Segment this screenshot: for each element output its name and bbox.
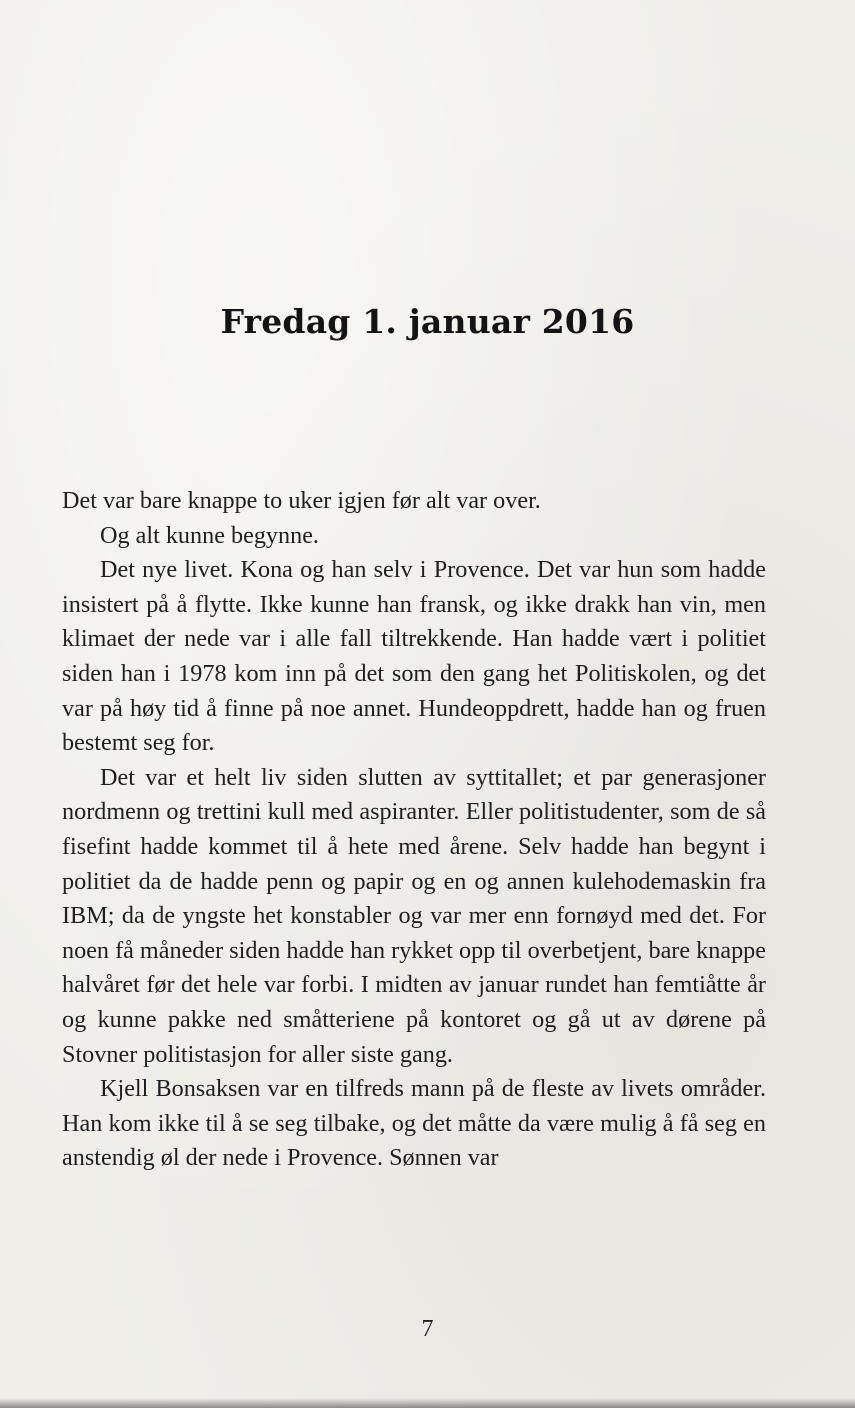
paragraph: Det nye livet. Kona og han selv i Provence. Det var hun som hadde insistert på å flytte. Ikke kunne han fransk, og ikke drakk han vin, men klimaet der nede var i alle fall tiltrekkende. Han hadde vært i politiet siden han i 1978 kom inn på det som den gang het Politiskolen, og det var på høy tid å finne på noe annet. Hundeoppdrett, hadde han og fruen bestemt seg for. xyxy=(62,556,766,757)
paragraph: Og alt kunne begynne. xyxy=(100,521,319,549)
page-edge-shadow xyxy=(0,1398,855,1408)
paragraph: Det var bare knappe to uker igjen før alt var over. xyxy=(62,487,541,514)
chapter-title: Fredag 1. januar 2016 xyxy=(220,302,635,342)
paragraph: Kjell Bonsaksen var en tilfreds mann på de fleste av livets områder. Han kom ikke til å se seg tilbake, og det måtte da være mulig å få seg en anstendig øl der nede i Provence. Sønnen var xyxy=(62,1075,766,1172)
page-number: 7 xyxy=(421,1316,434,1342)
body-text xyxy=(62,484,766,1176)
paragraph: Det var et helt liv siden slutten av syttitallet; et par generasjoner nordmenn og trettini kull med aspiranter. Eller politistudenter, som de så fisefint hadde kommet til å hete med årene. Selv hadde han begynt i politiet da de hadde penn og papir og en og annen kulehodemaskin fra IBM; da de yngste het konstabler og var mer enn fornøyd med det. For noen få måneder siden hadde han rykket opp til overbetjent, bare knappe halvåret før det hele var forbi. I midten av januar rundet han femtiåtte år og kunne pakke ned småtteriene på kontoret og gå ut av dørene på Stovner politistasjon for aller siste gang. xyxy=(62,763,766,1068)
